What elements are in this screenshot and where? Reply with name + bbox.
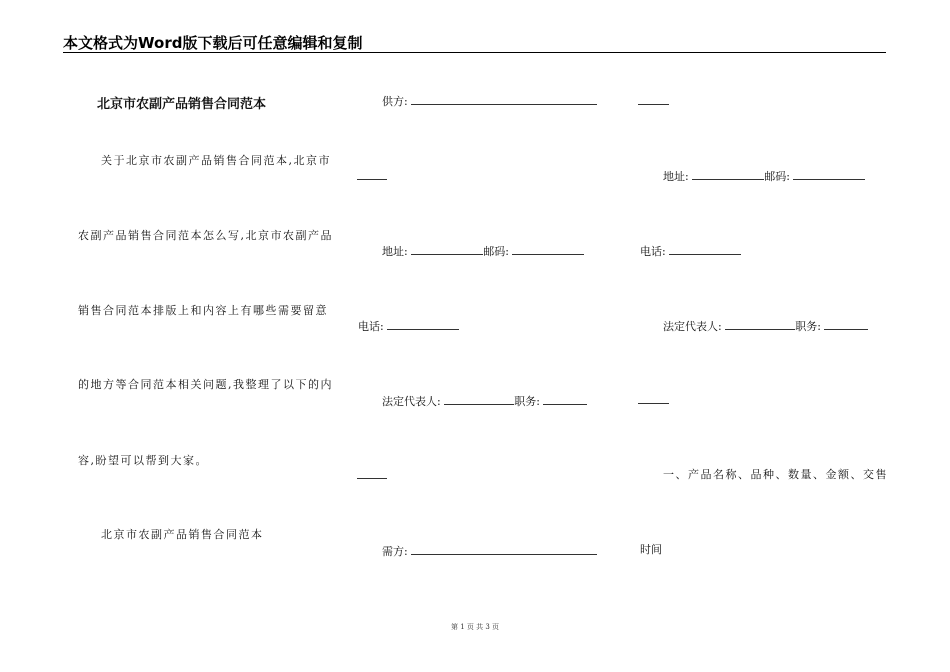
position-blank [824, 318, 868, 330]
buyer-label: 需方: [382, 545, 408, 558]
page-footer: 第 1 页 共 3 页 [450, 623, 500, 631]
legal-rep-row-3 [663, 318, 868, 334]
postcode-label: 邮码: [764, 170, 790, 183]
postcode-blank [793, 168, 865, 180]
body-line-1: 关于北京市农副产品销售合同范本,北京市 [101, 154, 331, 167]
phone-label: 电话: [640, 245, 666, 258]
header-title: 本文格式为Word版下载后可任意编辑和复制 [63, 34, 363, 52]
position-label: 职务: [795, 320, 821, 333]
document-title: 北京市农副产品销售合同范本 [97, 97, 267, 112]
continuation-blank [357, 179, 387, 180]
postcode-label: 邮码: [483, 245, 509, 258]
buyer-blank [411, 543, 597, 555]
legal-rep-row [382, 393, 587, 409]
legal-rep-label: 法定代表人: [663, 320, 722, 333]
address-label: 地址: [382, 245, 408, 258]
time-label: 时间 [640, 543, 662, 556]
phone-row-3 [640, 243, 741, 259]
phone-blank [669, 243, 741, 255]
clause-1: 一、产品名称、品种、数量、金额、交售 [663, 468, 888, 481]
phone-label: 电话: [358, 320, 384, 333]
position-label: 职务: [514, 395, 540, 408]
supplier-row [382, 93, 597, 109]
body-subtitle: 北京市农副产品销售合同范本 [101, 528, 264, 541]
continuation-blank [357, 478, 387, 479]
body-line-4: 的地方等合同范本相关问题,我整理了以下的内 [78, 378, 333, 391]
continuation-blank [638, 403, 669, 404]
buyer-row [382, 543, 597, 559]
supplier-label: 供方: [382, 95, 408, 108]
header-rule [63, 52, 886, 53]
body-line-3: 销售合同范本排版上和内容上有哪些需要留意 [78, 304, 328, 317]
body-line-2: 农副产品销售合同范本怎么写,北京市农副产品 [78, 229, 333, 242]
address-blank [692, 168, 764, 180]
legal-rep-blank [725, 318, 795, 330]
address-blank [411, 243, 483, 255]
position-blank [543, 393, 587, 405]
address-postcode-row-3 [663, 168, 865, 184]
address-label: 地址: [663, 170, 689, 183]
phone-blank [387, 318, 459, 330]
phone-row [358, 318, 459, 334]
address-postcode-row [382, 243, 584, 259]
legal-rep-label: 法定代表人: [382, 395, 441, 408]
body-line-5: 容,盼望可以帮到大家。 [78, 454, 208, 467]
supplier-blank [411, 93, 597, 105]
legal-rep-blank [444, 393, 514, 405]
postcode-blank [512, 243, 584, 255]
continuation-blank [638, 104, 669, 105]
